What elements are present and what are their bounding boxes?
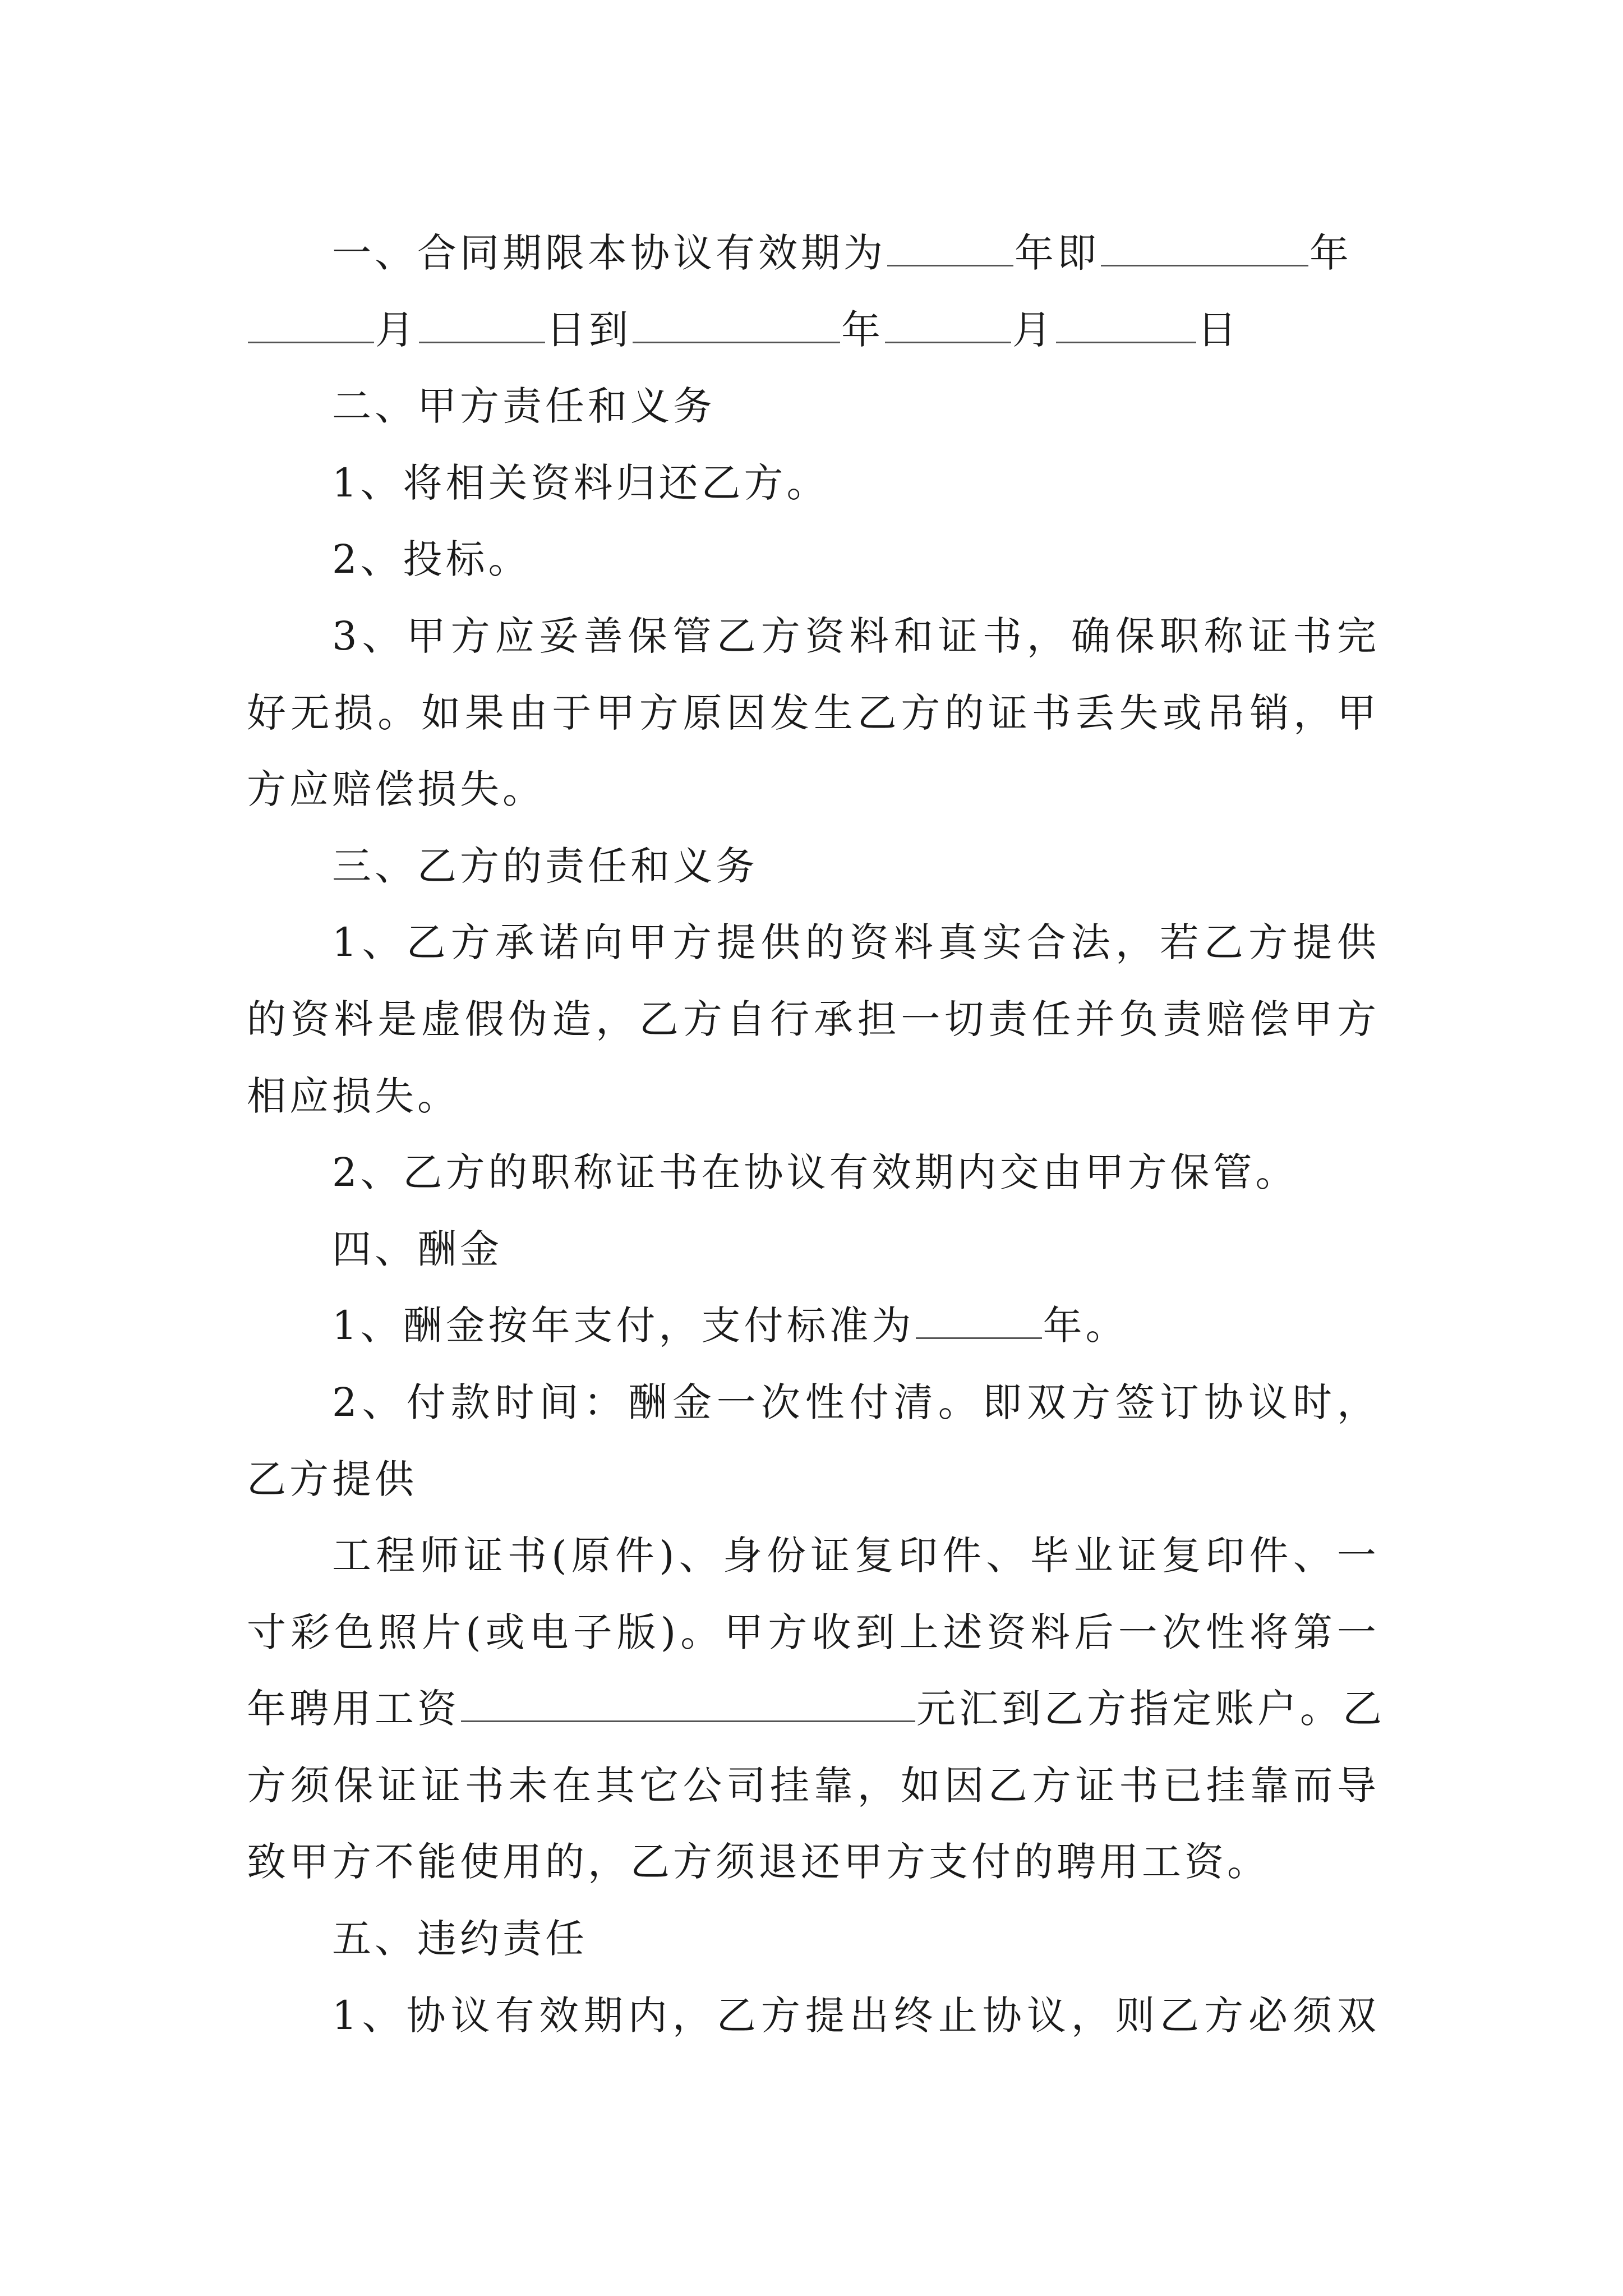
document-body <box>247 215 1385 2054</box>
section-heading: 四、酬金 <box>332 1226 502 1272</box>
fill-blank <box>633 292 840 343</box>
fill-blank <box>1056 292 1196 343</box>
text-segment: 年 <box>841 306 884 353</box>
text-segment: 元汇到乙方指定账户。乙 <box>916 1686 1385 1732</box>
text-segment: 日到 <box>546 306 631 353</box>
text-line: 1、协议有效期内，乙方提出终止协议，则乙方必须双 <box>332 1992 1380 2039</box>
fill-blank <box>916 1288 1042 1339</box>
text-segment: 年。 <box>1043 1303 1128 1349</box>
text-line: 1、将相关资料归还乙方。 <box>332 459 829 506</box>
text-line: 的资料是虚假伪造，乙方自行承担一切责任并负责赔偿甲方 <box>247 996 1380 1042</box>
text-line: 工程师证书(原件)、身份证复印件、毕业证复印件、一 <box>332 1533 1380 1579</box>
section-heading: 二、甲方责任和义务 <box>332 383 716 430</box>
text-line: 2、付款时间：酬金一次性付清。即双方签订协议时， <box>332 1379 1380 1425</box>
text-segment: 月 <box>1012 306 1055 353</box>
text-segment: 一、合同期限本协议有效期为 <box>332 230 886 276</box>
text-line: 寸彩色照片(或电子版)。甲方收到上述资料后一次性将第一 <box>247 1609 1380 1655</box>
section-heading: 五、违约责任 <box>332 1916 588 1962</box>
text-segment: 日 <box>1197 306 1240 353</box>
text-line <box>247 292 1380 369</box>
fill-blank <box>885 292 1011 343</box>
section-heading: 三、乙方的责任和义务 <box>332 843 758 889</box>
text-line: 好无损。如果由于甲方原因发生乙方的证书丢失或吊销，甲 <box>247 689 1380 736</box>
text-segment: 月 <box>375 306 418 353</box>
text-line: 1、乙方承诺向甲方提供的资料真实合法，若乙方提供 <box>332 919 1380 966</box>
text-segment: 年即 <box>1015 230 1100 276</box>
text-line: 乙方提供 <box>247 1456 417 1502</box>
text-line <box>247 1671 1385 1747</box>
text-line: 2、投标。 <box>332 536 531 583</box>
text-line <box>247 215 1380 292</box>
text-line: 方应赔偿损失。 <box>247 766 545 813</box>
text-line: 致甲方不能使用的，乙方须退还甲方支付的聘用工资。 <box>247 1839 1270 1885</box>
text-segment: 年 <box>1310 230 1352 276</box>
fill-blank <box>461 1671 915 1722</box>
fill-blank <box>419 292 545 343</box>
text-line <box>247 1287 1380 1364</box>
fill-blank <box>887 215 1013 266</box>
fill-blank <box>1101 215 1308 266</box>
text-segment: 年聘用工资 <box>247 1686 460 1732</box>
text-line: 3、甲方应妥善保管乙方资料和证书，确保职称证书完 <box>332 613 1380 659</box>
fill-blank <box>248 292 374 343</box>
text-line: 2、乙方的职称证书在协议有效期内交由甲方保管。 <box>332 1149 1298 1196</box>
text-line: 相应损失。 <box>247 1073 460 1119</box>
text-segment: 1、酬金按年支付，支付标准为 <box>332 1303 915 1349</box>
text-line: 方须保证证书未在其它公司挂靠，如因乙方证书已挂靠而导 <box>247 1762 1380 1809</box>
